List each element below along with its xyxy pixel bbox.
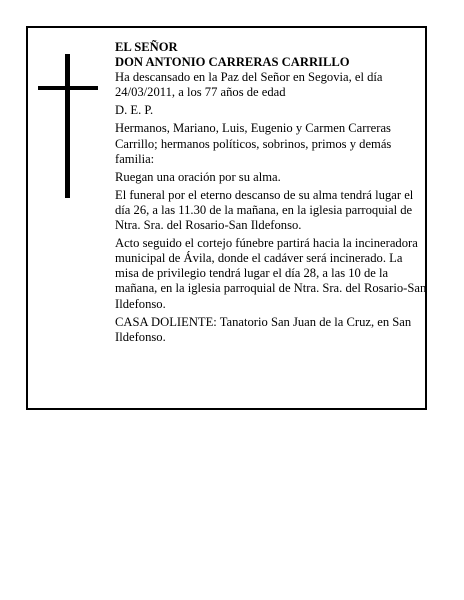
notice-body [115, 40, 427, 345]
cross-horizontal-bar [38, 86, 98, 90]
death-announcement: Ha descansado en la Paz del Señor en Segovia, el día 24/03/2011, a los 77 años de edad [115, 70, 383, 100]
rip-abbreviation: D. E. P. [115, 103, 154, 118]
notice-title-line-1: EL SEÑOR [115, 40, 178, 54]
family-members: Hermanos, Mariano, Luis, Eugenio y Carmen Carreras Carrillo; hermanos políticos, sobrinos, primos y demás familia: [115, 121, 392, 166]
obituary-notice [26, 26, 427, 410]
prayer-request: Ruegan una oración por su alma. [115, 169, 281, 184]
mourning-house: CASA DOLIENTE: Tanatorio San Juan de la Cruz, en San Ildefonso. [115, 314, 412, 344]
cross-vertical-bar [65, 54, 70, 198]
deceased-name: DON ANTONIO CARRERAS CARRILLO [115, 55, 350, 70]
cremation-details: Acto seguido el cortejo fúnebre partirá hacia la incineradora municipal de Ávila, donde el cadáver será incinerado. La misa de privilegio tendrá lugar el día 28, a las 10 de la mañana, en la iglesia parroquial de Ntra. Sra. del Rosario-San Ildefonso. [115, 236, 427, 311]
cross-icon [38, 54, 98, 198]
funeral-details: El funeral por el eterno descanso de su alma tendrá lugar el día 26, a las 11.30 de la mañana, en la iglesia parroquial de Ntra. Sra. del Rosario-San Ildefonso. [115, 187, 414, 233]
